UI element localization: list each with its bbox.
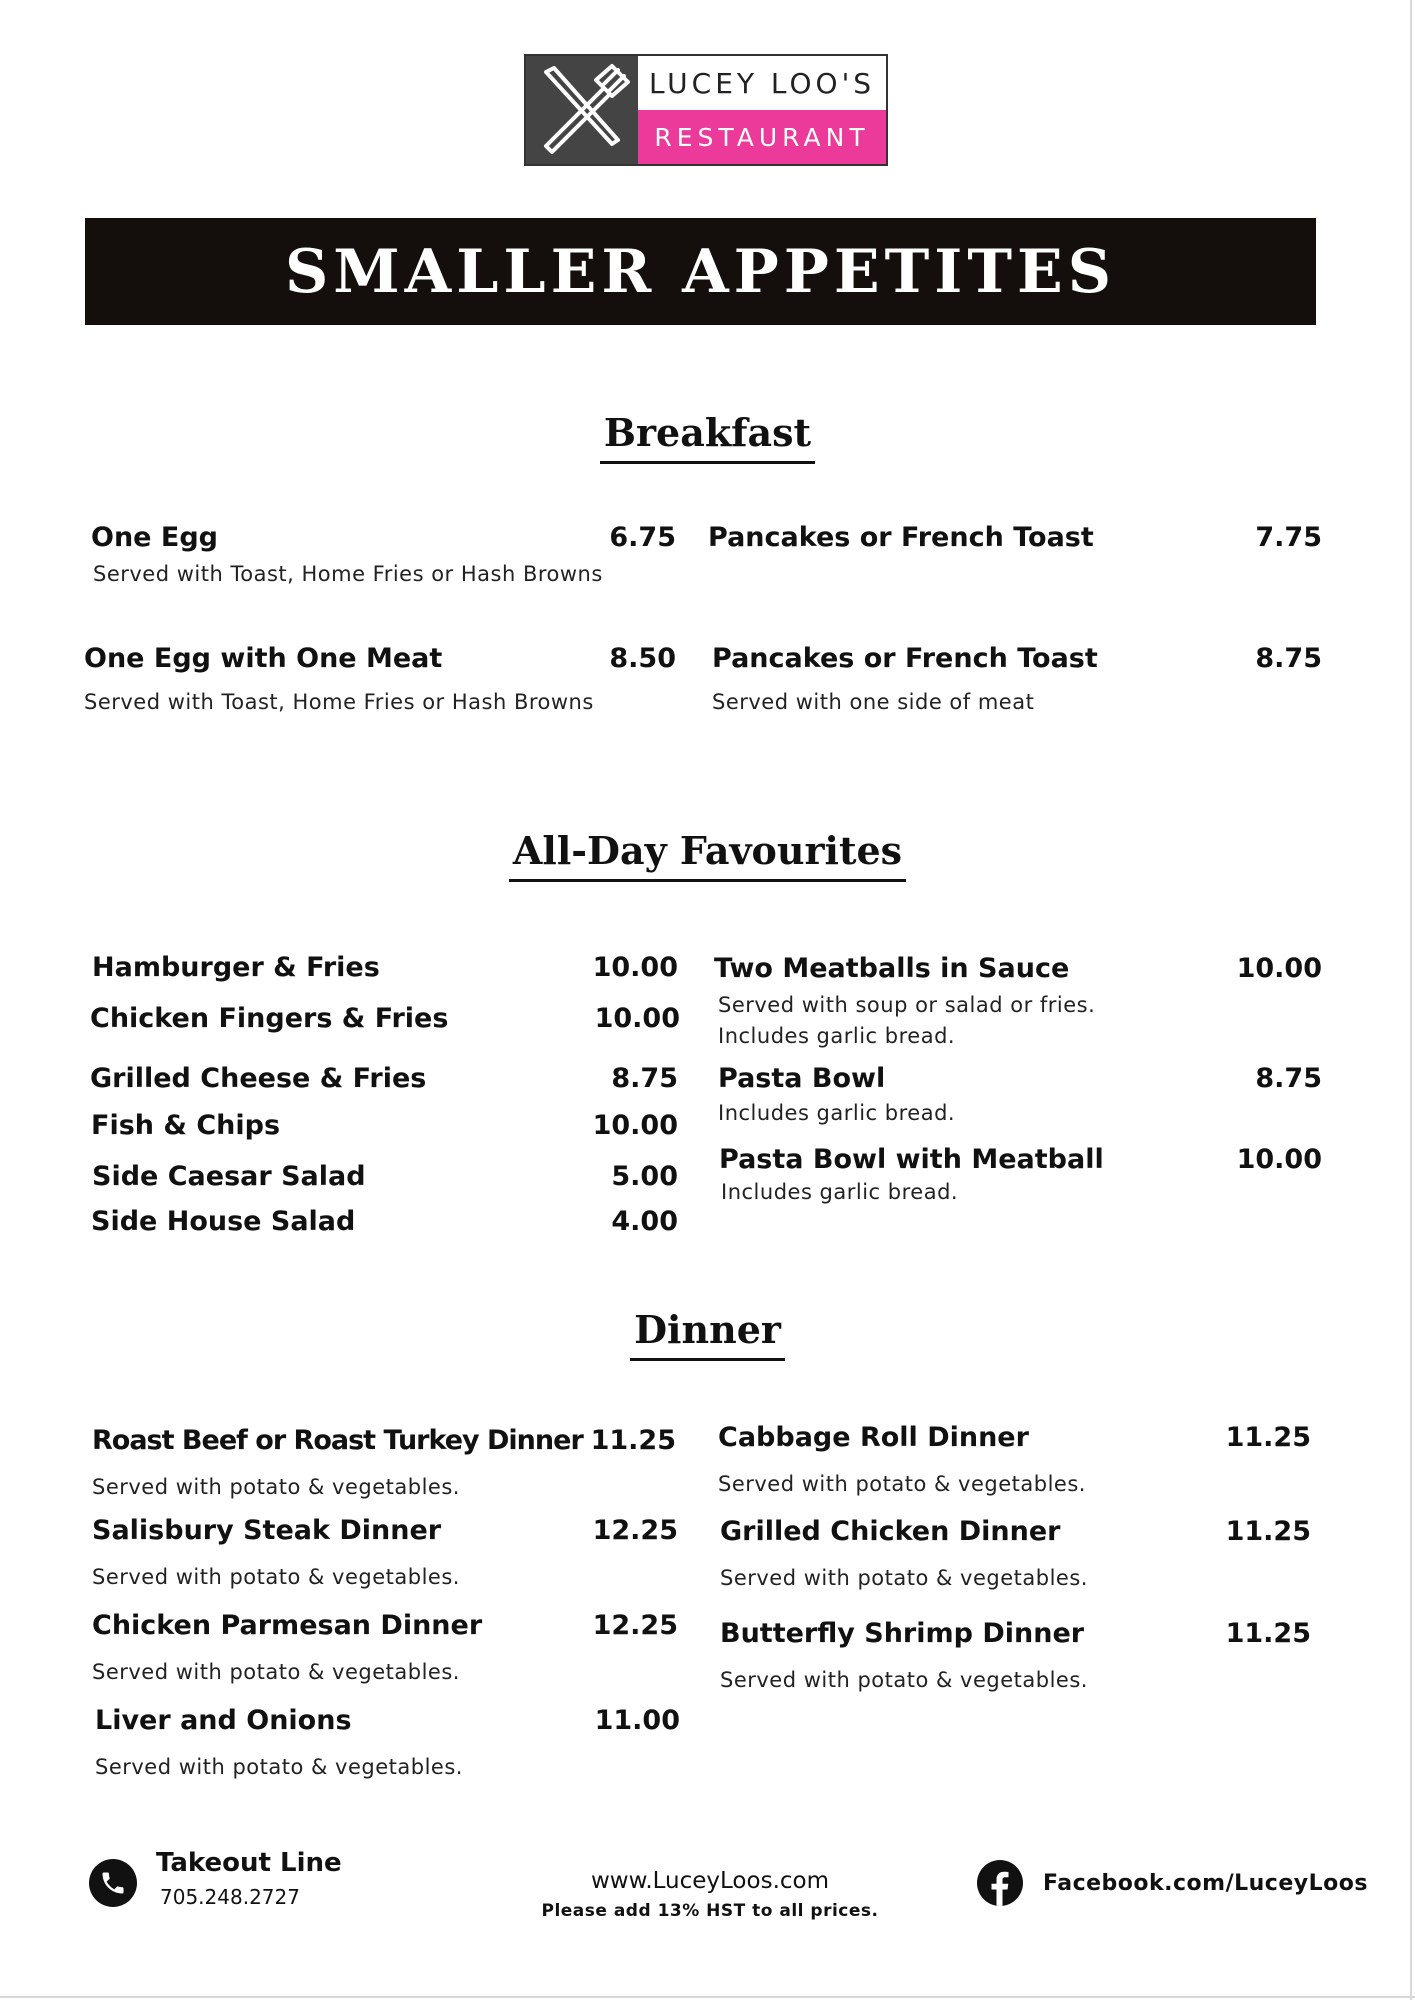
item-price: 8.75 — [1255, 1063, 1322, 1094]
item-price: 6.75 — [609, 522, 676, 553]
logo-name: LUCEY LOO'S — [638, 56, 886, 110]
menu-item — [91, 1206, 678, 1242]
item-price: 11.25 — [1225, 1618, 1311, 1649]
item-name: Liver and Onions — [95, 1705, 352, 1736]
item-description: Served with potato & vegetables. — [92, 1475, 460, 1499]
menu-item — [718, 1063, 1322, 1133]
menu-item — [92, 952, 678, 988]
item-name: Side Caesar Salad — [92, 1161, 366, 1192]
item-price: 10.00 — [592, 952, 678, 983]
menu-item — [90, 1003, 680, 1039]
section-title-all-day: All-Day Favourites — [0, 828, 1415, 882]
item-description: Served with soup or salad or fries. — [718, 993, 1096, 1017]
item-description: Includes garlic bread. — [718, 1101, 956, 1125]
item-price: 12.25 — [592, 1610, 678, 1641]
item-price: 10.00 — [1236, 1144, 1322, 1175]
menu-item — [95, 1705, 680, 1785]
item-price: 10.00 — [592, 1110, 678, 1141]
facebook-link[interactable]: Facebook.com/LuceyLoos — [1043, 1871, 1368, 1896]
item-description: Served with Toast, Home Fries or Hash Browns — [93, 562, 603, 586]
item-description: Served with potato & vegetables. — [720, 1668, 1088, 1692]
item-name: Pasta Bowl — [718, 1063, 886, 1094]
menu-item — [92, 1161, 678, 1197]
item-name: Grilled Chicken Dinner — [720, 1516, 1061, 1547]
item-name: Cabbage Roll Dinner — [718, 1422, 1029, 1453]
menu-item — [91, 522, 676, 592]
item-name: Butterfly Shrimp Dinner — [720, 1618, 1085, 1649]
website-link[interactable]: www.LuceyLoos.com — [591, 1868, 829, 1894]
page-border-right — [1410, 0, 1412, 2000]
item-name: Grilled Cheese & Fries — [90, 1063, 427, 1094]
item-description: Served with one side of meat — [712, 690, 1035, 714]
item-name: Pasta Bowl with Meatball — [719, 1144, 1104, 1175]
section-title-breakfast: Breakfast — [0, 410, 1415, 464]
item-description: Includes garlic bread. — [721, 1180, 959, 1204]
menu-item — [720, 1618, 1311, 1698]
item-price: 11.25 — [1225, 1516, 1311, 1547]
takeout-label: Takeout Line — [156, 1848, 342, 1878]
page-title: SMALLER APPETITES — [284, 236, 1117, 307]
item-description: Served with potato & vegetables. — [718, 1472, 1086, 1496]
item-name: Pancakes or French Toast — [712, 643, 1098, 674]
fork-knife-icon — [526, 56, 638, 164]
logo-subtitle: RESTAURANT — [638, 110, 886, 164]
menu-item — [92, 1515, 678, 1595]
menu-item — [712, 643, 1322, 723]
item-price: 8.50 — [609, 643, 676, 674]
item-description: Served with potato & vegetables. — [95, 1755, 463, 1779]
item-price: 8.75 — [1255, 643, 1322, 674]
item-price: 10.00 — [594, 1003, 680, 1034]
menu-item — [91, 1110, 678, 1146]
item-description-line-2: Includes garlic bread. — [718, 1024, 956, 1048]
menu-item — [719, 1144, 1322, 1214]
facebook-icon[interactable] — [977, 1860, 1023, 1906]
item-description: Served with potato & vegetables. — [92, 1660, 460, 1684]
item-description: Served with potato & vegetables. — [720, 1566, 1088, 1590]
item-description: Served with Toast, Home Fries or Hash Browns — [84, 690, 594, 714]
restaurant-logo — [524, 54, 888, 166]
item-name: Chicken Fingers & Fries — [90, 1003, 449, 1034]
tax-note: Please add 13% HST to all prices. — [541, 1901, 879, 1921]
page-border-bottom — [0, 1996, 1415, 1998]
menu-item — [720, 1516, 1311, 1596]
item-description: Served with potato & vegetables. — [92, 1565, 460, 1589]
item-name: Hamburger & Fries — [92, 952, 380, 983]
item-price: 4.00 — [611, 1206, 678, 1237]
item-name: Side House Salad — [91, 1206, 356, 1237]
item-name: Roast Beef or Roast Turkey Dinner — [92, 1425, 583, 1456]
menu-item — [84, 643, 676, 723]
item-name: One Egg — [91, 522, 218, 553]
item-name: Salisbury Steak Dinner — [92, 1515, 442, 1546]
item-price: 11.25 — [590, 1425, 676, 1456]
menu-item — [718, 1422, 1311, 1502]
menu-item — [92, 1610, 678, 1690]
item-price: 8.75 — [611, 1063, 678, 1094]
item-price: 7.75 — [1255, 522, 1322, 553]
item-price: 5.00 — [611, 1161, 678, 1192]
page-banner — [85, 218, 1316, 325]
item-price: 11.25 — [1225, 1422, 1311, 1453]
item-name: Pancakes or French Toast — [708, 522, 1094, 553]
item-price: 12.25 — [592, 1515, 678, 1546]
phone-icon[interactable] — [89, 1859, 137, 1907]
item-name: Two Meatballs in Sauce — [714, 953, 1070, 984]
item-price: 11.00 — [594, 1705, 680, 1736]
item-name: One Egg with One Meat — [84, 643, 443, 674]
menu-item — [92, 1425, 676, 1505]
section-title-dinner: Dinner — [0, 1307, 1415, 1361]
menu-item — [90, 1063, 678, 1099]
menu-item — [714, 953, 1322, 1053]
item-name: Chicken Parmesan Dinner — [92, 1610, 483, 1641]
takeout-phone-number[interactable]: 705.248.2727 — [160, 1885, 300, 1909]
item-price: 10.00 — [1236, 953, 1322, 984]
item-name: Fish & Chips — [91, 1110, 281, 1141]
menu-item — [708, 522, 1322, 562]
